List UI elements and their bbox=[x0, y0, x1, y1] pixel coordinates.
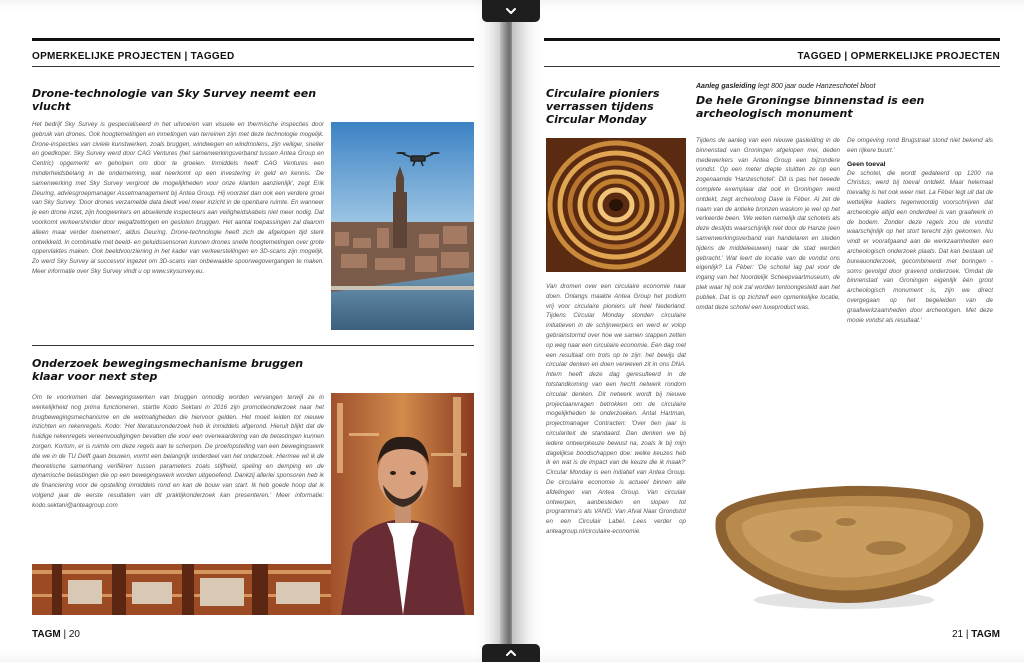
footer-separator: | bbox=[63, 629, 67, 640]
article-body-bridges: Om te voorkomen dat bewegingswerken van bruggen onnodig worden vervangen terwijl ze in werkelijkheid nog prima functioneren, startte Kodo Sektani in 2016 zijn promotieonderzoek naar het brugbewegingsmechanisme en de wetmatigheden die hiervoor gelden. Het moeit leiden tot nieuwe inzichten en rekenregels. Kodo: 'Het literatuuronderzoek heb ik inmiddels afgerond. Hieruit blijkt dat de huidige rekenregels vereenvoudigingen bevatten die voor een overwaardering van de belastingen kunnen zorgen. Kortom, er is ruimte om deze regels aan te scherpen. De proefopstelling van een bewegingswerk die we in de TU Delft gaan bouwen, vormt een belangrijk onderdeel van het onderzoek. Hiermee wil ik de theoretische samenhang verifiëren tussen parameters zoals stijfheid, speling en demping en de dynamische belastingen die op een bewegingswerk worden uitgeoefend. Dankzij allerlei sponsoren heb ik de financiering voor de opstelling inmiddels rond en kan de bouw van start. Ik heb goede hoop dat ik volgend jaar de eerste resultaten van dit praktijkonderzoek kan presenteren.' Meer informatie: kodo.sektani@anteagroup.com bbox=[32, 394, 324, 509]
footer-separator: | bbox=[965, 629, 969, 640]
article-col1-groningen: Tijdens de aanleg van een nieuwe gasleiding in de binnenstad van Groningen afgelopen mei, deden medewerkers van Antea Group een bijzondere vondst. Op een meter diepte stuitten ze op een zogenaamde 'Hanzeschotel'. Dit is pas het tweede complete exemplaar dat ooit in Groningen werd ontdekt, zegt archeoloog Dave la Fèber. Al zet de naam van de antieke bronzen waskom je wel op het verkeerde been. 'We weten namelijk dat schotels als deze destijds waarschijnlijk niet door de Hanze (een samenwerkingsverband van handelaren en steden tijdens de middeleeuwen) naar de stad werden gebracht.' Wat leert de locatie van de vondst ons eigenlijk? La Fèber: 'De schotel lag pal voor de ingang van het Noordelijk Scheepvaartmuseum, de plek waar hij ook zal worden tentoongesteld aan het publiek. Dat is op zichzelf een opmerkelijke locatie, omdat deze schotel een luxeproduct was. bbox=[696, 137, 840, 311]
article-kicker bbox=[696, 83, 996, 90]
hanze-bowl-photo bbox=[696, 452, 1000, 620]
bridge-mechanism-photo bbox=[32, 564, 331, 615]
col2-intro: De omgeving rond Brugstraat stond niet bekend als een rijkere buurt.' bbox=[847, 137, 993, 154]
article-divider bbox=[32, 345, 474, 346]
article-col2-groningen bbox=[847, 136, 993, 369]
section-label: OPMERKELIJKE PROJECTEN | TAGGED bbox=[32, 51, 235, 62]
page-number: 21 bbox=[952, 629, 964, 640]
section-divider bbox=[544, 66, 1000, 67]
top-rule bbox=[544, 38, 1000, 41]
subhead-geen-toeval: Geen toeval bbox=[847, 160, 886, 168]
kicker-prefix: Aanleg gasleiding bbox=[696, 83, 756, 90]
footer-left bbox=[32, 629, 80, 640]
circular-spiral-photo bbox=[546, 138, 686, 272]
footer-brand: TAGM bbox=[32, 629, 61, 640]
page-number: 20 bbox=[68, 629, 80, 640]
article-headline-bridges: Onderzoek bewegingsmechanisme bruggen klaar voor next step bbox=[32, 357, 304, 384]
article-body-drone: Het bedrijf Sky Survey is gespecialiseerd in het uitvoeren van visuele en thermische inspecties door gebruik van drones. Ook hoogtemetingen en inmetingen van terreinen zijn met deze technologie mogelijk. Drone-inspecties van civiele kunstwerken, zoals bruggen, windwegen en windmolens, zijn veiliger, sneller en goedkoper. Sky Survey werd door CAG Ventures (het samenwerkingsverband tussen Antea Group en Centric) opgemerkt en geholpen om door te groeien. Inmiddels heeft CAG Ventures een minderheidsbelang in de onderneming, wat neerkomt op een investering in geld en kennis. 'De samenwerking met Sky Survey vergroot de mogelijkheden voor onze klanten aanzienlijk', zegt Erik Deuring, adviesgroepmanager Assetmanagement bij Antea Group. Hij voorziet dan ook een verdere groei van Sky Survey. 'Door drones verzamelde data biedt veel meer inzicht in de openbare ruimte. En wanneer je een drone inzet, zijn hoogwerkers en abseilende inspecteurs aan veiligheidskabels niet meer nodig. Dat voorkomt verkeershinder door wegafzettingen en gesloten bruggen. Het aantal toepassingen zal daarom alleen maar verder toenemen', aldus Deuring. Drone-technologie heeft zich de afgelopen tijd sterk ontwikkeld. In combinatie met beeld- en geluidssensoren kunnen drones snelle hoogtemetingen over grote oppervlaktes maken. Ook beeldvoorziening in het kader van verkeerstellingen en 3D-scans zijn mogelijk. Zo werd Sky Survey al succesvol ingezet om 3D-scans van onbewaakte spoorwegovergangen te maken. Meer informatie over Sky Survey vindt u op www.skysurvey.eu. bbox=[32, 121, 324, 275]
next-page-button[interactable] bbox=[482, 644, 540, 662]
article-headline-circular: Circulaire pioniers verrassen tijdens Circular Monday bbox=[546, 87, 660, 127]
top-rule bbox=[32, 38, 474, 41]
researcher-portrait-photo bbox=[331, 393, 474, 615]
kicker-text: legt 800 jaar oude Hanzeschotel bloot bbox=[757, 83, 876, 90]
col2-body: De schotel, die wordt gedateerd op 1200 na Christus, werd bij toeval ontdekt. Maar helemaal toevallig is het ook weer niet. La Fèber legt uit dat de wettelijke kaders tegenwoordig voorschrijven dat archeologie altijd een onderdeel is van graafwerk in de bodem. Zonder deze regels zou de vondst waarschijnlijk op het stort terecht zijn gekomen. Nu vindt er voorafgaand aan de werkzaamheden een archeologisch onderzoek plaats. Dat kan bestaan uit bureauonderzoek, gecombineerd met boringen - soms gevolgd door gravend onderzoek. 'Omdat de binnenstad van Groningen eigenlijk één groot archeologisch monument is, zijn we direct overgegaan op het begeleiden van de graafwerkzaamheden door archeologen. Met deze mooie vondst als resultaat.' bbox=[847, 169, 993, 324]
left-page bbox=[0, 0, 505, 662]
chevron-up-icon bbox=[505, 647, 517, 659]
footer-brand: TAGM bbox=[971, 629, 1000, 640]
footer-right bbox=[952, 629, 1000, 640]
previous-page-button[interactable] bbox=[482, 0, 540, 22]
article-headline-groningen: De hele Groningse binnenstad is een archeologisch monument bbox=[696, 94, 925, 121]
article-headline-drone: Drone-technologie van Sky Survey neemt een vlucht bbox=[32, 87, 317, 114]
chevron-down-icon bbox=[505, 5, 517, 17]
drone-city-photo bbox=[331, 122, 474, 330]
right-page bbox=[512, 0, 1024, 662]
section-divider bbox=[32, 66, 474, 67]
article-body-circular: Van dromen over een circulaire economie naar doen. Onlangs maakte Antea Group het podium vrij voor circulaire pioniers uit heel Nederland. Tijdens Circular Monday stonden circulaire initiatieven in de schijnwerpers en werd er volop gebrainstormd over hoe we samen stappen zetten op weg naar een circulaire economie. Een dag met een resultaat om trots op te zijn: het bewijs dat circulair denken en doen verweven zit in ons DNA. Intern heeft deze dag geresulteerd in de totstandkoming van een hecht netwerk rondom circulair denken. Dit netwerk wordt bij nieuwe projectaanvragen betrokken om de circulaire mogelijkheden te onderzoeken. Antal Hartman, projectmanager Contracten: 'Over tien jaar is circulariteit de standaard. Dan denken we bij iedere ontwerpkeuze bewust na, zoals ik bij mijn dagelijkse boodschappen doe: welke keuzes heb ik en wat is de impact van de keuze die ik maak?' Circular Monday is een initiatief van Antea Group. De circulaire economie is actueel binnen alle afdelingen van Antea Group. Van circulair ontwerpen, aanbesteden en slopen tot programma's als VANG: Van Afval Naar Grondstof en een Circulair Label. Lees verder op anteagroup.nl/circulaire-economie. bbox=[546, 283, 686, 535]
section-label: TAGGED | OPMERKELIJKE PROJECTEN bbox=[797, 51, 1000, 62]
